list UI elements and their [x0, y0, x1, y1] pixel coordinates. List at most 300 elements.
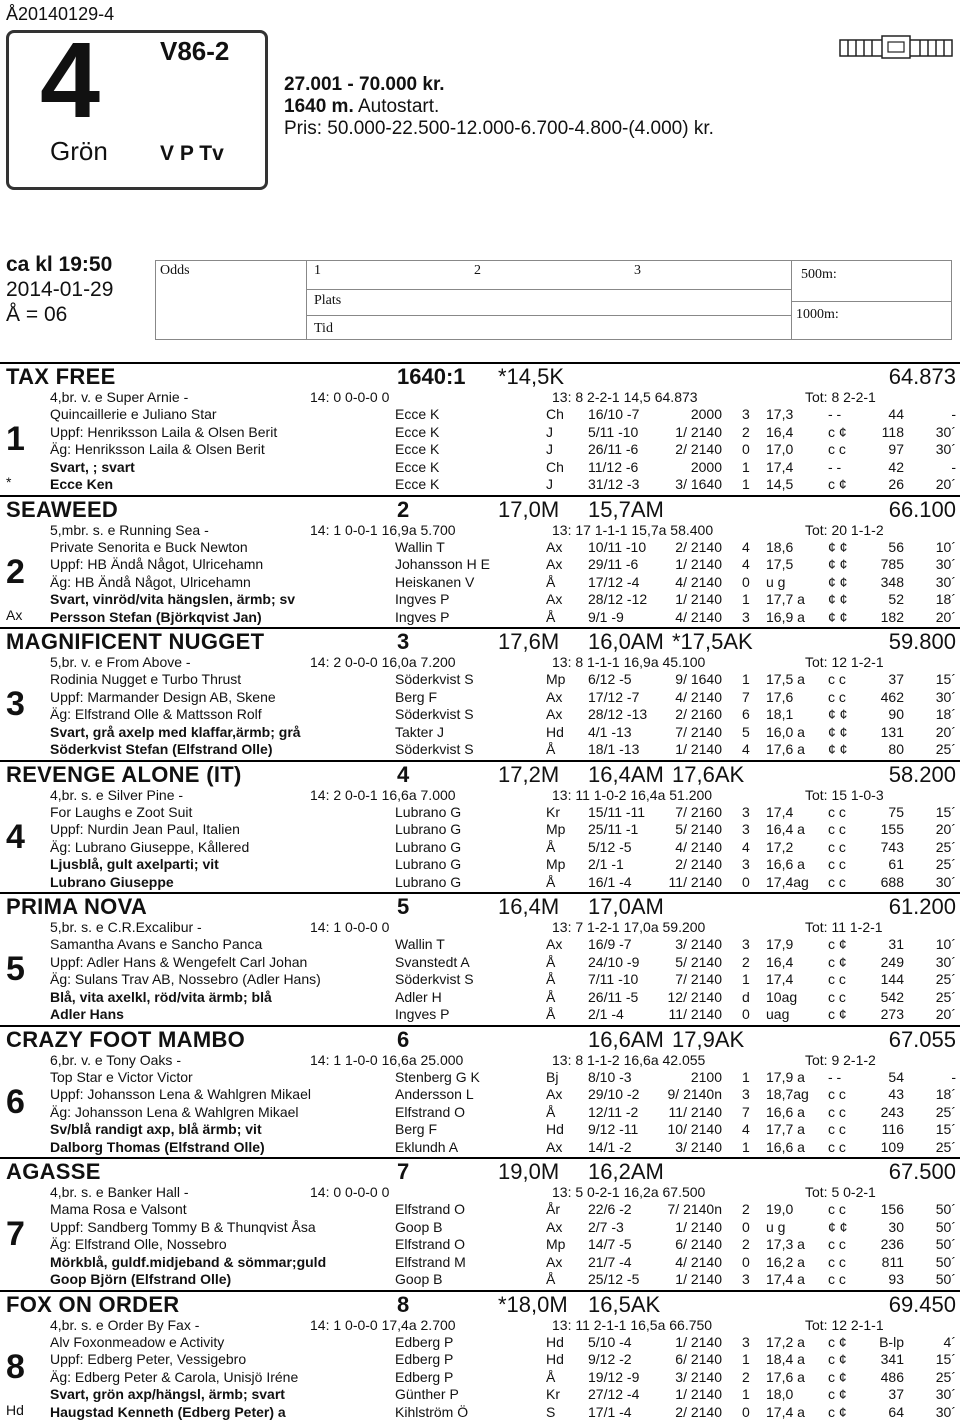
row-info: Uppf: HB Ändå Något, Ulricehamn [50, 556, 264, 572]
row-cell: 9/1 -9 [588, 608, 624, 625]
row-cell: 0 [742, 573, 750, 590]
row-cell: Lubrano G [395, 821, 462, 837]
row-cell: 3 [742, 406, 750, 422]
prize-class: 27.001 - 70.000 kr. [284, 74, 445, 95]
row-cell: Edberg P [395, 1351, 454, 1367]
row-cell: 10/11 -10 [588, 538, 647, 555]
horse-name: FOX ON ORDER [6, 1291, 180, 1317]
odds-box [155, 260, 952, 340]
horse-stat: 6,br. v. e Tony Oaks - [50, 1051, 181, 1068]
row-cell: c c [828, 988, 846, 1005]
row-cell: 52 [888, 591, 904, 607]
row-cell: 2/ 2140 [675, 856, 722, 872]
row-cell: Hd [546, 1351, 564, 1367]
row-cell: 30 [888, 1218, 904, 1235]
row-cell: 3 [742, 821, 750, 837]
row-cell: 9/12 -2 [588, 1351, 632, 1367]
row-cell: Ch [546, 406, 564, 422]
row-cell: 7/ 2140 [675, 971, 722, 987]
row-cell: 50´ [935, 1218, 956, 1235]
row-cell: Ax [546, 1138, 563, 1155]
row-cell: J [546, 476, 553, 492]
row-cell: Ecce K [395, 441, 440, 457]
row-cell: c c [828, 1201, 846, 1217]
row-cell: 542 [880, 988, 904, 1005]
plats-label: Plats [314, 293, 342, 308]
row-cell: 31/12 -3 [588, 476, 640, 492]
row-cell: ¢ ¢ [828, 538, 848, 555]
row-cell: 93 [888, 1271, 904, 1287]
row-cell: 50´ [935, 1236, 956, 1252]
row-cell: c c [828, 1253, 846, 1270]
row-cell: 11/12 -6 [588, 458, 639, 475]
row-cell: c c [828, 1103, 846, 1120]
row-cell: 16,0 a [766, 723, 805, 740]
row-cell: 5/ 2140 [675, 821, 722, 837]
row-info: Samantha Avans e Sancho Panca [50, 936, 263, 952]
row-cell: 50´ [935, 1201, 956, 1217]
row-cell: Elfstrand O [395, 1201, 466, 1217]
row-cell: 25´ [935, 741, 956, 757]
horse-stat: 13: 17 1-1-1 15,7a 58.400 [552, 521, 714, 538]
horse-stat: 5,br. s. e C.R.Excalibur - [50, 919, 202, 935]
row-cell: 17,0 [766, 441, 794, 457]
row-cell: 7 [742, 688, 750, 705]
row-cell: 17,7 a [766, 591, 805, 607]
row-cell: ¢ ¢ [828, 723, 848, 740]
horse-name: PRIMA NOVA [6, 894, 148, 919]
row-cell: Lubrano G [395, 873, 462, 890]
row-cell: 3 [742, 1086, 750, 1102]
horse-stat: 5,mbr. s. e Running Sea - [50, 521, 209, 538]
row-cell: 29/11 -6 [588, 556, 639, 572]
horse-stat: 4,br. s. e Silver Pine - [50, 786, 184, 803]
row-cell: Edberg P [395, 1368, 454, 1385]
horse-header [0, 1025, 960, 1053]
row-cell: 2 [742, 953, 750, 970]
horse-mark: Ax [6, 606, 23, 623]
row-cell: Berg F [395, 1121, 438, 1137]
row-cell: 3 [742, 803, 750, 820]
row-cell: c c [828, 1086, 846, 1102]
row-cell: Ax [546, 1218, 563, 1235]
row-cell: 25/12 -5 [588, 1271, 640, 1287]
row-cell: 4 [742, 538, 750, 555]
row-info: Ljusblå, gult axelparti; vit [50, 856, 219, 872]
row-cell: 4/ 2140 [675, 688, 722, 705]
row-cell: 16,6 a [766, 856, 805, 872]
row-cell: 12/11 -2 [588, 1103, 639, 1120]
record-1: *18,0M [498, 1291, 568, 1317]
row-cell: 2/ 2140 [675, 1403, 722, 1420]
row-cell: 17,4 a [766, 1271, 805, 1287]
row-info: Uppf: Henriksson Laila & Olsen Berit [50, 423, 278, 440]
row-info: Private Senorita e Buck Newton [50, 538, 248, 555]
row-cell: 1 [742, 1351, 750, 1367]
row-cell: 28/12 -12 [588, 591, 648, 607]
horse-header [0, 362, 960, 390]
row-cell: J [546, 423, 553, 440]
row-cell: c ¢ [828, 476, 847, 492]
row-cell: 16,4 a [766, 821, 805, 837]
row-cell: 30´ [935, 423, 956, 440]
row-cell: 17,5 a [766, 671, 805, 687]
row-cell: ¢ ¢ [828, 591, 848, 607]
row-cell: 17,7 a [766, 1121, 805, 1137]
place-1-label: 1 [314, 263, 321, 278]
horse-stat: 13: 7 1-2-1 17,0a 59.200 [552, 919, 706, 935]
row-cell: S [546, 1403, 556, 1420]
row-cell: 61 [888, 856, 904, 872]
row-cell: - - [828, 458, 842, 475]
row-cell: ¢ ¢ [828, 608, 848, 625]
row-cell: c c [828, 838, 846, 855]
row-cell: Ecce K [395, 458, 440, 475]
row-cell: 16,6 a [766, 1138, 805, 1155]
horse-stat: 14: 1 0-0-0 0 [310, 919, 390, 935]
row-cell: c c [828, 856, 846, 872]
row-cell: 24/10 -9 [588, 953, 640, 970]
row-cell: 16,2 a [766, 1253, 805, 1270]
row-cell: Kr [546, 1386, 560, 1402]
row-cell: 486 [880, 1368, 904, 1385]
row-cell: 2/7 -3 [588, 1218, 624, 1235]
row-cell: 18,1 [766, 706, 794, 722]
row-cell: 97 [888, 441, 904, 457]
row-cell: 42 [888, 458, 904, 475]
record-2: 16,4AM [588, 761, 664, 787]
row-cell: 10´ [935, 538, 956, 555]
row-cell: 182 [880, 608, 904, 625]
row-cell: - [951, 458, 956, 475]
row-cell: Ch [546, 458, 564, 475]
row-info: Goop Björn (Elfstrand Olle) [50, 1271, 232, 1287]
row-cell: 109 [880, 1138, 904, 1155]
row-cell: Ecce K [395, 476, 440, 492]
row-cell: Günther P [395, 1386, 459, 1402]
row-cell: 2 [742, 1201, 750, 1217]
m1000-label: 1000m: [796, 307, 839, 322]
row-cell: 5/12 -5 [588, 838, 632, 855]
row-cell: 462 [880, 688, 904, 705]
horse-number: 4 [397, 761, 410, 787]
row-cell: 348 [880, 573, 904, 590]
row-cell: Ax [546, 591, 563, 607]
row-cell: 20´ [935, 608, 956, 625]
row-cell: 4´ [943, 1333, 956, 1350]
row-cell: 2 [742, 1236, 750, 1252]
row-cell: 37 [888, 1386, 904, 1402]
horse-stat: 14: 2 0-0-0 16,0a 7.200 [310, 654, 456, 670]
row-cell: Hd [546, 723, 564, 740]
row-cell: Ax [546, 1253, 563, 1270]
game-sub: V P Tv [160, 142, 224, 165]
row-cell: c c [828, 1236, 846, 1252]
row-cell: 16,4 [766, 423, 794, 440]
row-info: Blå, vita axelkl, röd/vita ärmb; blå [50, 988, 272, 1005]
row-cell: 6/ 2140 [675, 1236, 722, 1252]
start-number: 7 [6, 1215, 25, 1253]
row-cell: 19,0 [766, 1201, 794, 1217]
row-cell: Å [546, 1006, 556, 1022]
row-cell: 9/ 2140n [667, 1086, 722, 1102]
row-cell: Kr [546, 803, 560, 820]
row-cell: c c [828, 688, 846, 705]
row-info: Äg: Lubrano Giuseppe, Kållered [50, 838, 250, 855]
row-cell: 0 [742, 1403, 750, 1420]
row-info: Uppf: Edberg Peter, Vessigebro [50, 1351, 247, 1367]
record-1: 17,2M [498, 761, 560, 787]
horse-name: REVENGE ALONE (IT) [6, 761, 242, 787]
row-cell: 37 [888, 671, 904, 687]
horse-number: 3 [397, 629, 410, 654]
row-cell: Berg F [395, 688, 438, 705]
horse-header [0, 495, 960, 523]
row-info: Svart, grå axelp med klaffar,ärmb; grå [50, 723, 301, 740]
row-cell: ¢ ¢ [828, 741, 848, 757]
odds-label: Odds [160, 263, 190, 278]
place-2-label: 2 [474, 263, 481, 278]
horse-stat: Tot: 11 1-2-1 [805, 919, 883, 935]
horse-stat: 13: 8 1-1-1 16,9a 45.100 [552, 654, 706, 670]
game-type: V86-2 [160, 36, 230, 66]
row-info: Äg: Edberg Peter & Carola, Unisjö Iréne [50, 1368, 299, 1385]
row-info: Äg: Sulans Trav AB, Nossebro (Adler Hans) [50, 971, 321, 987]
row-cell: 1/ 2140 [675, 741, 722, 757]
record-1: *14,5K [498, 364, 565, 389]
row-cell: 18,6 [766, 538, 794, 555]
row-cell: 688 [880, 873, 904, 890]
row-cell: Ecce K [395, 406, 440, 422]
row-cell: 25´ [935, 1103, 956, 1120]
row-cell: 1 [742, 591, 750, 607]
row-cell: 17/12 -7 [588, 688, 640, 705]
horse-stat: Tot: 8 2-2-1 [805, 389, 876, 405]
row-cell: 20´ [935, 476, 956, 492]
row-cell: 31 [888, 936, 904, 952]
row-cell: 90 [888, 706, 904, 722]
horse-number: 2 [397, 496, 410, 522]
row-cell: c ¢ [828, 1351, 847, 1367]
horse-header [0, 760, 960, 788]
row-cell: 1 [742, 971, 750, 987]
horse-earnings: 67.055 [888, 1026, 956, 1052]
row-cell: 26/11 -5 [588, 988, 639, 1005]
row-cell: 5/ 2140 [675, 953, 722, 970]
row-cell: 29/10 -2 [588, 1086, 640, 1102]
row-cell: Svanstedt A [395, 953, 470, 970]
start-number: 5 [6, 950, 25, 988]
row-cell: c c [828, 803, 846, 820]
horse-stat: Tot: 9 2-1-2 [805, 1051, 876, 1068]
row-cell: 17,6 a [766, 1368, 805, 1385]
horse-number: 6 [397, 1026, 410, 1052]
row-cell: 3 [742, 856, 750, 872]
row-cell: Å [546, 608, 556, 625]
horse-earnings: 61.200 [888, 894, 956, 919]
row-cell: 17/1 -4 [588, 1403, 632, 1420]
row-info: Uppf: Sandberg Tommy B & Thunqvist Åsa [50, 1218, 316, 1235]
row-cell: 0 [742, 1218, 750, 1235]
row-cell: Lubrano G [395, 856, 462, 872]
horse-stat: 13: 8 2-2-1 14,5 64.873 [552, 389, 698, 405]
row-cell: 243 [880, 1103, 904, 1120]
row-cell: Elfstrand O [395, 1103, 466, 1120]
row-cell: 25´ [935, 971, 956, 987]
row-cell: 26/11 -6 [588, 441, 639, 457]
row-cell: Hd [546, 1333, 564, 1350]
row-cell: 1 [742, 1068, 750, 1085]
row-cell: Å [546, 573, 556, 590]
row-cell: Mp [546, 856, 566, 872]
row-cell: 1 [742, 476, 750, 492]
row-cell: 16,4 [766, 953, 794, 970]
horse-header [0, 627, 960, 655]
row-info: Uppf: Marmander Design AB, Skene [50, 688, 276, 705]
row-cell: c c [828, 821, 846, 837]
horse-stat: Tot: 12 2-1-1 [805, 1316, 884, 1333]
row-cell: 30´ [935, 1403, 956, 1420]
row-cell: 64 [888, 1403, 904, 1420]
m500-label: 500m: [801, 267, 837, 282]
row-cell: 5/11 -10 [588, 423, 639, 440]
record-3: *17,5AK [672, 629, 753, 654]
row-cell: Å [546, 1271, 556, 1287]
row-cell: 17,9 [766, 936, 794, 952]
horse-earnings: 66.100 [888, 496, 956, 522]
horse-stat: 4,br. s. e Banker Hall - [50, 1184, 189, 1200]
horse-stat: 14: 1 0-0-0 17,4a 2.700 [310, 1316, 456, 1333]
horse-header [0, 1157, 960, 1185]
row-cell: 20´ [935, 1006, 956, 1022]
row-cell: ¢ ¢ [828, 706, 848, 722]
row-cell: 18´ [935, 706, 956, 722]
row-cell: 11/ 2140 [668, 1006, 722, 1022]
row-cell: ¢ ¢ [828, 1218, 848, 1235]
row-cell: u g [766, 573, 786, 590]
row-info: Äg: HB Ändå Något, Ulricehamn [50, 573, 251, 590]
row-info: Äg: Johansson Lena & Wahlgren Mikael [50, 1103, 299, 1120]
row-cell: 118 [881, 423, 904, 440]
row-cell: Adler H [395, 988, 442, 1005]
start-type: Autostart. [357, 96, 440, 117]
row-cell: 2/ 2160 [675, 706, 722, 722]
horse-stat: 14: 1 0-0-1 16,9a 5.700 [310, 521, 456, 538]
row-cell: 25´ [935, 988, 956, 1005]
row-cell: 1 [742, 1138, 750, 1155]
row-cell: c c [828, 873, 846, 890]
row-info: Rodinia Nugget e Turbo Thrust [50, 671, 242, 687]
record-2: 15,7AM [588, 496, 664, 522]
row-cell: 2 [742, 423, 750, 440]
row-cell: 17,2 [766, 838, 794, 855]
row-cell: 28/12 -13 [588, 706, 648, 722]
row-cell: 2000 [690, 458, 722, 475]
row-cell: 2000 [690, 406, 722, 422]
row-cell: c ¢ [828, 1006, 847, 1022]
start-time: ca kl 19:50 [6, 253, 113, 276]
row-info: Persson Stefan (Björkqvist Jan) [50, 608, 262, 625]
row-cell: Ax [546, 538, 563, 555]
row-cell: 43 [888, 1086, 904, 1102]
start-number: 8 [6, 1347, 25, 1386]
row-cell: 3/ 2140 [675, 1138, 722, 1155]
row-cell: 116 [881, 1121, 904, 1137]
row-cell: Goop B [395, 1271, 443, 1287]
row-cell: 785 [880, 556, 904, 572]
row-cell: - - [828, 1068, 842, 1085]
row-cell: c c [828, 1121, 846, 1137]
row-cell: Ingves P [395, 591, 450, 607]
row-info: Adler Hans [50, 1006, 124, 1022]
record-1: 17,0M [498, 496, 560, 522]
row-cell: 6/ 2140 [675, 1351, 722, 1367]
row-cell: Å [546, 838, 556, 855]
row-cell: 2 [742, 1368, 750, 1385]
row-cell: Edberg P [395, 1333, 454, 1350]
row-cell: 17,4 [766, 803, 794, 820]
row-cell: 3 [742, 936, 750, 952]
row-cell: Ingves P [395, 1006, 450, 1022]
row-info: Äg: Elfstrand Olle & Mattsson Rolf [50, 706, 262, 722]
race-date: 2014-01-29 [6, 278, 114, 301]
row-info: Söderkvist Stefan (Elfstrand Olle) [50, 741, 273, 757]
row-info: Uppf: Adler Hans & Wengefelt Carl Johan [50, 953, 308, 970]
row-cell: Söderkvist S [395, 706, 474, 722]
row-cell: 249 [880, 953, 904, 970]
distance-line [284, 96, 439, 118]
row-cell: Lubrano G [395, 803, 462, 820]
row-cell: 50´ [935, 1253, 956, 1270]
row-cell: 1/ 2140 [675, 556, 722, 572]
row-cell: 4/ 2140 [675, 1253, 722, 1270]
row-cell: Söderkvist S [395, 671, 474, 687]
row-cell: 341 [880, 1351, 904, 1367]
record-3: 17,9AK [672, 1026, 745, 1052]
row-cell: 5/10 -4 [588, 1333, 632, 1350]
record-2: 16,2AM [588, 1159, 664, 1184]
row-cell: 4 [742, 1121, 750, 1137]
horse-stat: 4,br. s. e Order By Fax - [50, 1316, 200, 1333]
row-cell: c c [828, 971, 846, 987]
row-cell: 811 [881, 1253, 904, 1270]
row-cell: 156 [880, 1201, 904, 1217]
row-cell: 17,4ag [766, 873, 809, 890]
row-info: Lubrano Giuseppe [50, 873, 174, 890]
row-cell: 17,6 a [766, 741, 805, 757]
row-cell: B-lp [879, 1333, 904, 1350]
record-3: 17,6AK [672, 761, 745, 787]
row-cell: 14,5 [766, 476, 794, 492]
row-cell: 56 [888, 538, 904, 555]
row-info: Alv Foxonmeadow e Activity [50, 1333, 225, 1350]
row-info: Svart, ; svart [50, 458, 135, 475]
row-cell: Å [546, 988, 556, 1005]
row-cell: 21/7 -4 [588, 1253, 632, 1270]
row-cell: 2/ 2140 [675, 538, 722, 555]
horse-earnings: 59.800 [888, 629, 956, 654]
row-cell: Eklundh A [395, 1138, 459, 1155]
row-cell: 7/11 -10 [588, 971, 639, 987]
row-cell: Å [546, 741, 556, 757]
horse-stat: 13: 11 2-1-1 16,5a 66.750 [552, 1316, 713, 1333]
row-cell: 16/1 -4 [588, 873, 632, 890]
row-cell: Mp [546, 671, 566, 687]
horse-name: TAX FREE [6, 364, 116, 389]
place-3-label: 3 [634, 263, 641, 278]
row-cell: 2/ 2140 [675, 441, 722, 457]
row-info: Mörkblå, guldf.midjeband & sömmar;guld [50, 1253, 327, 1270]
